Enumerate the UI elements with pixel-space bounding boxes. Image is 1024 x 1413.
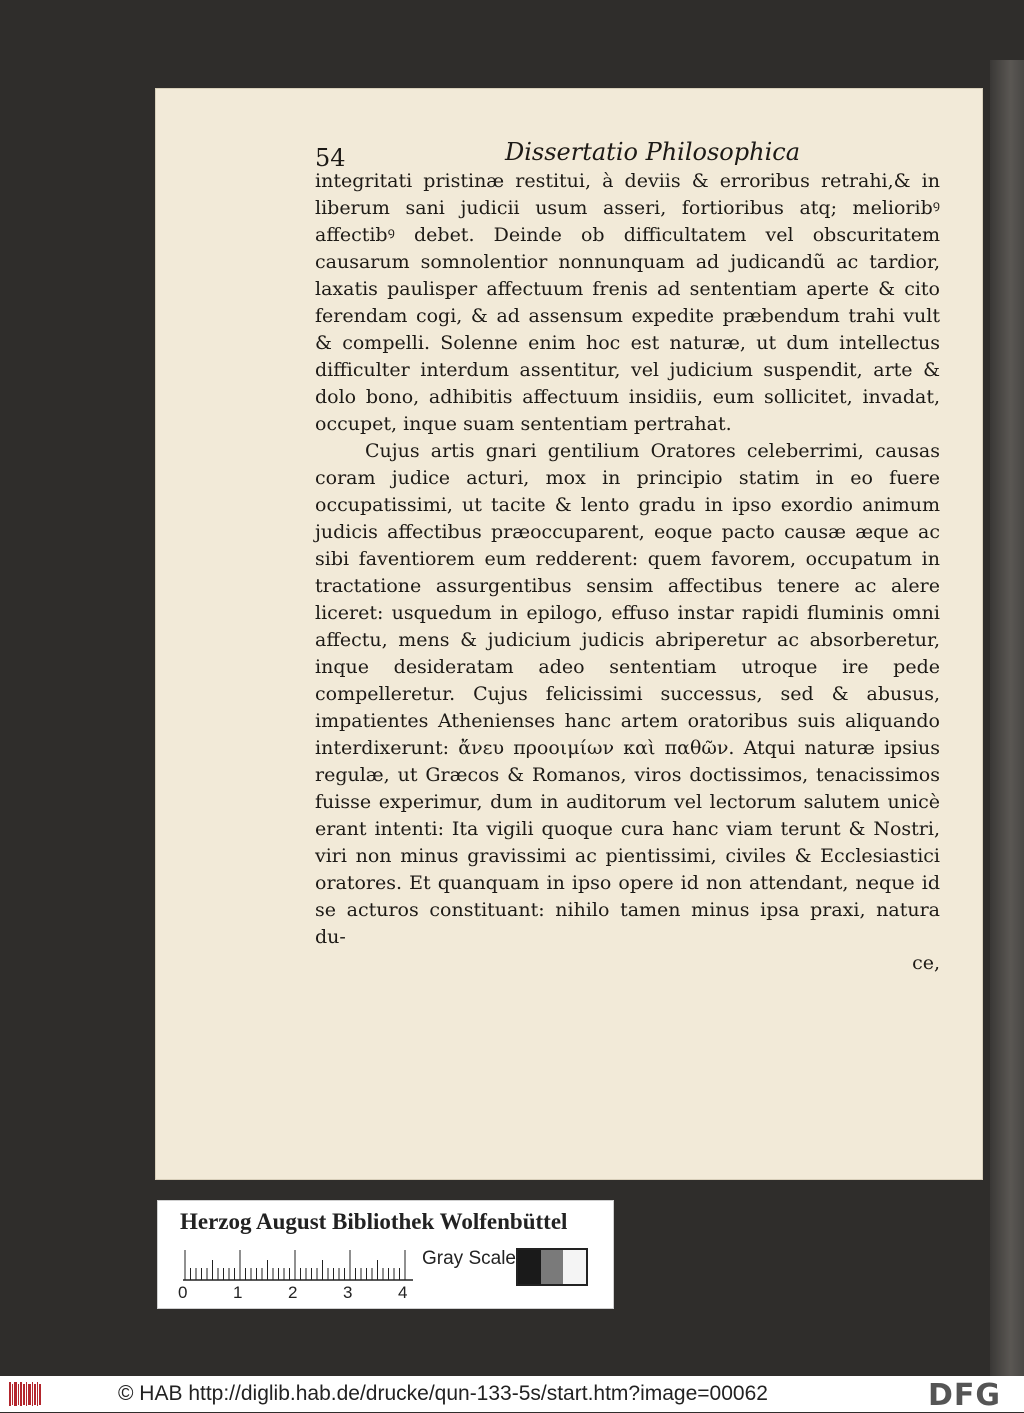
grayscale-label: Gray Scale: [422, 1248, 516, 1269]
catchword: ce,: [912, 952, 940, 974]
logo-bar: [26, 1382, 27, 1406]
logo-bar: [23, 1384, 25, 1405]
logo-bar: [34, 1384, 36, 1405]
page-content: [315, 138, 940, 976]
running-head: [315, 138, 940, 172]
ruler-label: 0: [178, 1283, 188, 1302]
grayscale-swatch: [516, 1248, 588, 1286]
adjacent-page-edge: [990, 60, 1024, 1380]
ruler-label: 3: [343, 1283, 353, 1302]
swatch-light: [563, 1250, 586, 1284]
logo-bar: [18, 1384, 19, 1405]
paragraph-1: integritati pristinæ restitui, à deviis & erroribus retrahi,& in liberum sani judicii usum asseri, fortioribus atq; melioribꝰ affectibꝰ debet. Deinde ob difficultatem vel obscuritatem causarum somnolentior nonnunquam ad judicandũ ac tardior, laxatis paulisper affectuum frenis ad sententiam aperte & cito ferendam cogi, & ad assensum expedite præbendum trahi vult & compelli. Solenne enim hoc est naturæ, ut dum intellectus difficulter interdum assentitur, vel judicium suspendit, arte & dolo bono, adhibitis affectuum insidiis, eum sollicitet, invadat, occupet, inque suam sententiam pertrahat.: [315, 170, 940, 435]
logo-bar: [37, 1382, 38, 1406]
logo-bar: [20, 1382, 22, 1406]
library-name: Herzog August Bibliothek Wolfenbüttel: [180, 1209, 568, 1234]
book-page: [155, 88, 983, 1180]
logo-bar: [32, 1382, 33, 1406]
logo-bar: [14, 1382, 17, 1406]
logo-bar: [9, 1382, 11, 1406]
ruler-label: 2: [288, 1283, 298, 1302]
dfg-logo-icon[interactable]: DFG: [928, 1378, 1002, 1413]
swatch-mid: [541, 1250, 564, 1284]
page-number: 54: [315, 144, 346, 172]
color-reference-card: [157, 1200, 614, 1309]
viewer-footer: [0, 1376, 1024, 1412]
hab-barcode-logo-icon[interactable]: [8, 1381, 46, 1407]
logo-bar: [39, 1384, 41, 1405]
copyright-link[interactable]: © HAB http://diglib.hab.de/drucke/qun-133-5s/start.htm?image=00062: [118, 1382, 768, 1405]
swatch-dark: [518, 1250, 541, 1284]
page-title: Dissertatio Philosophica: [505, 138, 800, 166]
ruler-label: 1: [233, 1283, 243, 1302]
logo-bar: [12, 1384, 13, 1405]
paragraph-2: Cujus artis gnari gentilium Oratores celeberrimi, causas coram judice acturi, mox in principio statim in eo fuere occupatissimi, ut tacite & lento gradu in ipso exordio animum judicis affectibus præoccuparent, eoque pacto causæ æque ac sibi faventiorem eum redderent: quem favorem, occupatum in tractatione assurgentibus sensim affectibus tenere ac alere liceret: usquedum in epilogo, effuso instar rapidi fluminis omni affectu, mens & judicium judicis abriperetur ac absorberetur, inque desideratam adeo sententiam utroque ire pede compelleretur. Cujus felicissimi successus, sed & abusus, impatientes Athenienses hanc artem oratoribus suis aliquando interdixerunt: ἄνευ προοιμίων καὶ παθῶν. Atqui naturæ ipsius regulæ, ut Græcos & Romanos, viros doctissimos, tenacissimos fuisse experimur, dum in auditorum vel lectorum salutem unicè erant intenti: Ita vigili quoque cura hanc viam terunt & Nostri, viri non minus gravissimi ac pientissimi, civiles & Ecclesiastici oratores. Et quanquam in ipso opere id non attendant, neque id se acturos constituant: nihilo tamen minus ipsa praxi, natura du-: [315, 440, 940, 948]
ruler-label: 4: [398, 1283, 408, 1302]
body-text: [315, 168, 940, 951]
measurement-ruler: [183, 1249, 413, 1281]
ruler-labels: [178, 1281, 418, 1303]
logo-bar: [28, 1384, 31, 1405]
